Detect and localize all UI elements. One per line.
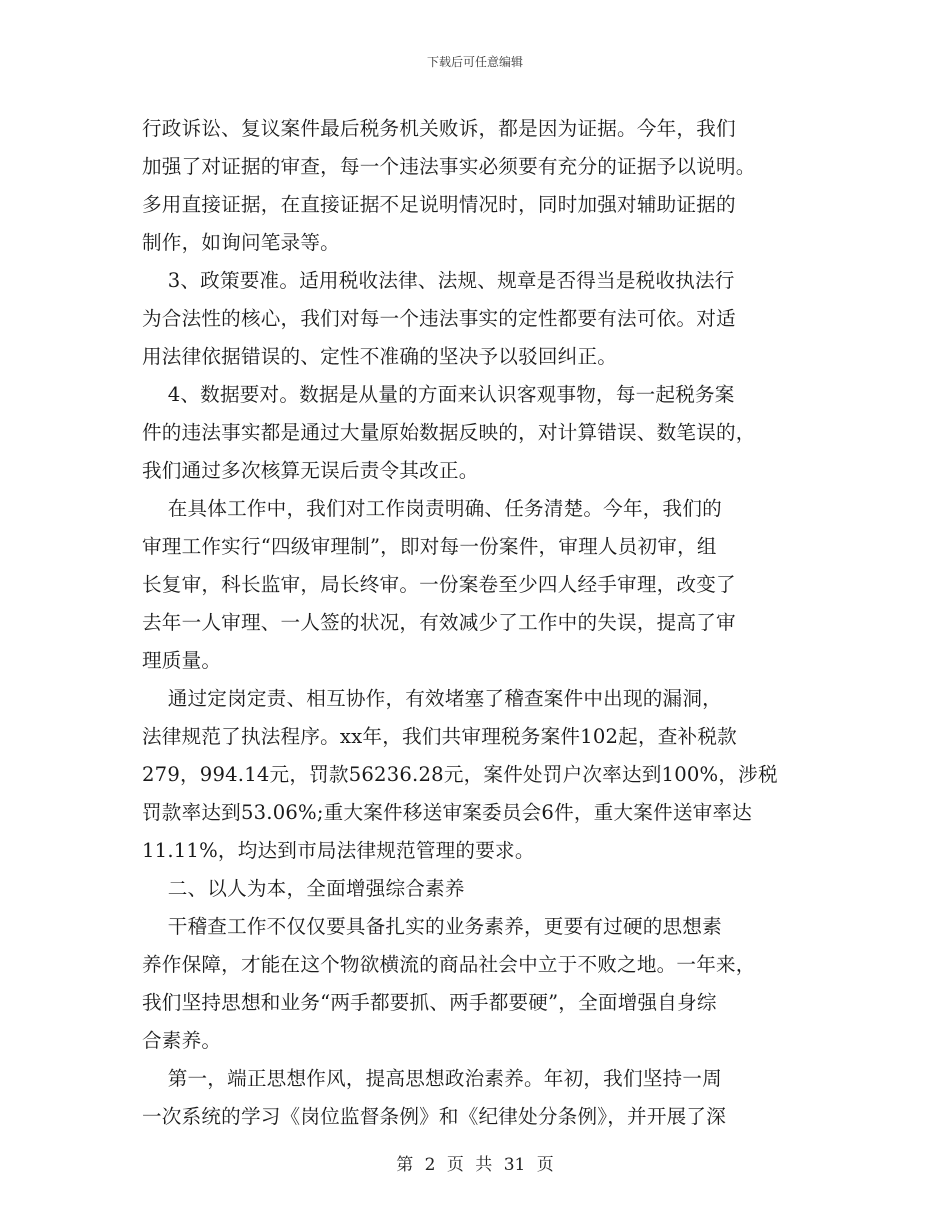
text-line: 干稽查工作不仅仅要具备扎实的业务素养，更要有过硬的思想素	[142, 915, 722, 938]
text-line: 行政诉讼、复议案件最后税务机关败诉，都是因为证据。今年，我们	[142, 117, 736, 140]
text-line: 我们坚持思想和业务“两手都要抓、两手都要硬”，全面增强自身综	[142, 991, 717, 1014]
document-body	[142, 110, 810, 1136]
text-line: 多用直接证据，在直接证据不足说明情况时，同时加强对辅助证据的	[142, 193, 736, 216]
page-header-note: 下载后可任意编辑	[426, 55, 523, 69]
text-line: 4、数据要对。数据是从量的方面来认识客观事物，每一起税务案	[142, 383, 735, 406]
text-line: 合素养。	[142, 1029, 222, 1052]
text-line: 法律规范了执法程序。xx年，我们共审理税务案件102起，查补税款	[142, 725, 737, 748]
text-line: 长复审，科长监审，局长终审。一份案卷至少四人经手审理，改变了	[142, 573, 736, 596]
text-line: 加强了对证据的审查，每一个违法事实必须要有充分的证据予以说明。	[142, 155, 756, 178]
text-line: 用法律依据错误的、定性不准确的坚决予以驳回纠正。	[142, 345, 618, 368]
text-line: 制作，如询问笔录等。	[142, 231, 340, 254]
text-line: 3、政策要准。适用税收法律、法规、规章是否得当是税收执法行	[142, 269, 735, 292]
page-number-footer: 第 2 页 共 31 页	[396, 1155, 554, 1175]
text-line: 审理工作实行“四级审理制”，即对每一份案件，审理人员初审，组	[142, 535, 717, 558]
text-line: 第一，端正思想作风，提高思想政治素养。年初，我们坚持一周	[142, 1067, 722, 1090]
text-line: 为合法性的核心，我们对每一个违法事实的定性都要有法可依。对适	[142, 307, 736, 330]
text-line: 理质量。	[142, 649, 222, 672]
text-line: 11.11%，均达到市局法律规范管理的要求。	[142, 839, 535, 862]
text-line: 我们通过多次核算无误后责令其改正。	[142, 459, 479, 482]
text-line: 一次系统的学习《岗位监督条例》和《纪律处分条例》，并开展了深	[142, 1105, 727, 1128]
text-line: 去年一人审理、一人签的状况，有效减少了工作中的失误，提高了审	[142, 611, 736, 634]
text-line: 件的违法事实都是通过大量原始数据反映的，对计算错误、数笔误的，	[142, 421, 756, 444]
text-line: 二、以人为本，全面增强综合素养	[142, 877, 465, 900]
text-line: 养作保障，才能在这个物欲横流的商品社会中立于不败之地。一年来，	[142, 953, 756, 976]
text-line: 在具体工作中，我们对工作岗责明确、任务清楚。今年，我们的	[142, 497, 722, 520]
text-line: 279，994.14元，罚款56236.28元，案件处罚户次率达到100%，涉税	[142, 763, 778, 786]
text-line: 罚款率达到53.06%;重大案件移送审案委员会6件，重大案件送审率达	[142, 801, 753, 824]
text-line: 通过定岗定责、相互协作，有效堵塞了稽查案件中出现的漏洞，	[142, 687, 722, 710]
